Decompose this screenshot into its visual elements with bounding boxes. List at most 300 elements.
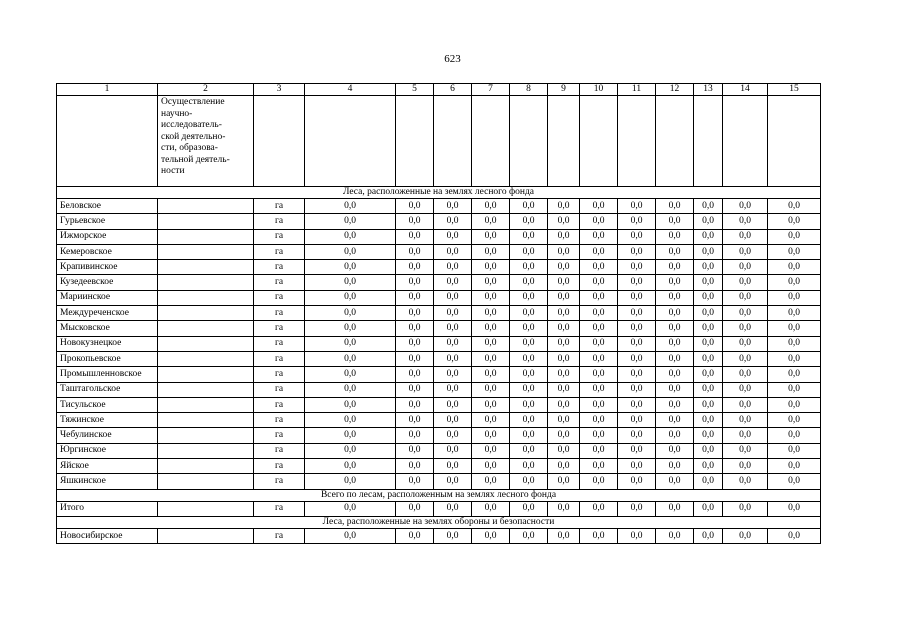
value-cell: 0,0 <box>580 306 618 321</box>
activity-type-header <box>158 96 254 187</box>
value-cell: 0,0 <box>656 397 694 412</box>
table-row <box>57 229 821 244</box>
value-cell: 0,0 <box>396 321 434 336</box>
value-cell: 0,0 <box>694 397 723 412</box>
value-cell: 0,0 <box>510 275 548 290</box>
value-cell: 0,0 <box>510 290 548 305</box>
value-cell: 0,0 <box>472 336 510 351</box>
value-cell: 0,0 <box>510 382 548 397</box>
value-cell: 0,0 <box>548 214 580 229</box>
table-row <box>57 501 821 516</box>
unit-cell: га <box>254 290 305 305</box>
section-title-row <box>57 489 821 501</box>
value-cell: 0,0 <box>723 428 768 443</box>
unit-cell: га <box>254 275 305 290</box>
value-cell: 0,0 <box>472 528 510 543</box>
value-cell: 0,0 <box>768 351 821 366</box>
value-cell: 0,0 <box>694 336 723 351</box>
value-cell: 0,0 <box>723 367 768 382</box>
activity-cell <box>158 443 254 458</box>
value-cell: 0,0 <box>618 290 656 305</box>
forestry-name: Тисульское <box>57 397 158 412</box>
value-cell: 0,0 <box>618 214 656 229</box>
value-cell: 0,0 <box>510 428 548 443</box>
value-cell: 0,0 <box>396 351 434 366</box>
activity-cell <box>158 528 254 543</box>
unit-cell: га <box>254 397 305 412</box>
header-cell <box>305 96 396 187</box>
value-cell: 0,0 <box>723 199 768 214</box>
value-cell: 0,0 <box>768 397 821 412</box>
section-title: Всего по лесам, расположенным на землях лесного фонда <box>57 489 821 501</box>
activity-cell <box>158 275 254 290</box>
value-cell: 0,0 <box>510 443 548 458</box>
value-cell: 0,0 <box>694 260 723 275</box>
value-cell: 0,0 <box>723 275 768 290</box>
forest-area-table <box>56 83 821 544</box>
value-cell: 0,0 <box>580 351 618 366</box>
value-cell: 0,0 <box>656 244 694 259</box>
value-cell: 0,0 <box>434 199 472 214</box>
column-number: 1 <box>57 84 158 96</box>
forestry-name: Юргинское <box>57 443 158 458</box>
value-cell: 0,0 <box>510 336 548 351</box>
value-cell: 0,0 <box>472 290 510 305</box>
value-cell: 0,0 <box>656 336 694 351</box>
value-cell: 0,0 <box>472 501 510 516</box>
value-cell: 0,0 <box>305 244 396 259</box>
value-cell: 0,0 <box>472 199 510 214</box>
unit-cell: га <box>254 306 305 321</box>
value-cell: 0,0 <box>510 528 548 543</box>
value-cell: 0,0 <box>656 528 694 543</box>
header-cell <box>57 96 158 187</box>
value-cell: 0,0 <box>396 528 434 543</box>
value-cell: 0,0 <box>548 528 580 543</box>
value-cell: 0,0 <box>694 528 723 543</box>
value-cell: 0,0 <box>694 244 723 259</box>
value-cell: 0,0 <box>694 474 723 489</box>
value-cell: 0,0 <box>723 474 768 489</box>
page-number: 623 <box>444 53 461 65</box>
value-cell: 0,0 <box>396 199 434 214</box>
table-row <box>57 428 821 443</box>
value-cell: 0,0 <box>768 199 821 214</box>
unit-cell: га <box>254 229 305 244</box>
value-cell: 0,0 <box>305 306 396 321</box>
value-cell: 0,0 <box>768 321 821 336</box>
forestry-name: Междуреченское <box>57 306 158 321</box>
unit-cell: га <box>254 474 305 489</box>
value-cell: 0,0 <box>580 459 618 474</box>
value-cell: 0,0 <box>723 501 768 516</box>
activity-header-line: тельной деятель- <box>161 154 230 165</box>
value-cell: 0,0 <box>548 413 580 428</box>
value-cell: 0,0 <box>548 306 580 321</box>
value-cell: 0,0 <box>580 501 618 516</box>
value-cell: 0,0 <box>472 275 510 290</box>
value-cell: 0,0 <box>510 474 548 489</box>
activity-header-line: Осуществление <box>161 97 225 107</box>
value-cell: 0,0 <box>723 229 768 244</box>
value-cell: 0,0 <box>618 336 656 351</box>
value-cell: 0,0 <box>396 474 434 489</box>
value-cell: 0,0 <box>723 397 768 412</box>
value-cell: 0,0 <box>396 336 434 351</box>
forestry-name: Яйское <box>57 459 158 474</box>
value-cell: 0,0 <box>305 321 396 336</box>
value-cell: 0,0 <box>305 351 396 366</box>
unit-cell: га <box>254 428 305 443</box>
activity-cell <box>158 321 254 336</box>
value-cell: 0,0 <box>396 382 434 397</box>
table-row <box>57 306 821 321</box>
value-cell: 0,0 <box>434 336 472 351</box>
value-cell: 0,0 <box>510 367 548 382</box>
activity-cell <box>158 306 254 321</box>
value-cell: 0,0 <box>305 459 396 474</box>
table-row <box>57 336 821 351</box>
value-cell: 0,0 <box>723 382 768 397</box>
value-cell: 0,0 <box>472 413 510 428</box>
header-cell <box>472 96 510 187</box>
column-number: 7 <box>472 84 510 96</box>
value-cell: 0,0 <box>618 474 656 489</box>
value-cell: 0,0 <box>510 199 548 214</box>
value-cell: 0,0 <box>548 474 580 489</box>
value-cell: 0,0 <box>434 351 472 366</box>
column-number: 6 <box>434 84 472 96</box>
value-cell: 0,0 <box>618 351 656 366</box>
value-cell: 0,0 <box>768 244 821 259</box>
forestry-name: Кемеровское <box>57 244 158 259</box>
value-cell: 0,0 <box>510 397 548 412</box>
forestry-name: Промышленновское <box>57 367 158 382</box>
value-cell: 0,0 <box>618 459 656 474</box>
value-cell: 0,0 <box>580 260 618 275</box>
value-cell: 0,0 <box>694 229 723 244</box>
value-cell: 0,0 <box>434 413 472 428</box>
value-cell: 0,0 <box>723 260 768 275</box>
value-cell: 0,0 <box>768 336 821 351</box>
value-cell: 0,0 <box>618 260 656 275</box>
forestry-name: Мариинское <box>57 290 158 305</box>
table-row <box>57 459 821 474</box>
forestry-name: Прокопьевское <box>57 351 158 366</box>
value-cell: 0,0 <box>694 459 723 474</box>
unit-cell: га <box>254 443 305 458</box>
value-cell: 0,0 <box>396 459 434 474</box>
value-cell: 0,0 <box>768 413 821 428</box>
value-cell: 0,0 <box>548 351 580 366</box>
value-cell: 0,0 <box>618 397 656 412</box>
value-cell: 0,0 <box>694 351 723 366</box>
table-row <box>57 367 821 382</box>
value-cell: 0,0 <box>768 443 821 458</box>
value-cell: 0,0 <box>434 290 472 305</box>
header-cell <box>434 96 472 187</box>
value-cell: 0,0 <box>580 474 618 489</box>
activity-cell <box>158 351 254 366</box>
table-row <box>57 199 821 214</box>
value-cell: 0,0 <box>434 428 472 443</box>
activity-cell <box>158 260 254 275</box>
unit-cell: га <box>254 199 305 214</box>
value-cell: 0,0 <box>656 428 694 443</box>
value-cell: 0,0 <box>305 275 396 290</box>
unit-cell: га <box>254 244 305 259</box>
unit-cell: га <box>254 351 305 366</box>
value-cell: 0,0 <box>548 382 580 397</box>
forestry-name: Крапивинское <box>57 260 158 275</box>
value-cell: 0,0 <box>472 367 510 382</box>
activity-cell <box>158 382 254 397</box>
value-cell: 0,0 <box>694 428 723 443</box>
value-cell: 0,0 <box>548 229 580 244</box>
value-cell: 0,0 <box>656 367 694 382</box>
table-row <box>57 351 821 366</box>
value-cell: 0,0 <box>580 367 618 382</box>
value-cell: 0,0 <box>656 214 694 229</box>
unit-cell: га <box>254 367 305 382</box>
column-number: 4 <box>305 84 396 96</box>
value-cell: 0,0 <box>656 443 694 458</box>
value-cell: 0,0 <box>548 275 580 290</box>
column-number: 10 <box>580 84 618 96</box>
value-cell: 0,0 <box>305 474 396 489</box>
value-cell: 0,0 <box>694 413 723 428</box>
value-cell: 0,0 <box>723 528 768 543</box>
column-number: 3 <box>254 84 305 96</box>
value-cell: 0,0 <box>396 501 434 516</box>
value-cell: 0,0 <box>768 214 821 229</box>
value-cell: 0,0 <box>396 214 434 229</box>
activity-header-line: ности <box>161 166 185 176</box>
column-number: 8 <box>510 84 548 96</box>
column-number: 11 <box>618 84 656 96</box>
activity-cell <box>158 428 254 443</box>
column-number: 12 <box>656 84 694 96</box>
value-cell: 0,0 <box>656 290 694 305</box>
forestry-name: Новокузнецкое <box>57 336 158 351</box>
value-cell: 0,0 <box>305 229 396 244</box>
value-cell: 0,0 <box>768 260 821 275</box>
forestry-name: Итого <box>57 501 158 516</box>
value-cell: 0,0 <box>548 336 580 351</box>
value-cell: 0,0 <box>768 474 821 489</box>
unit-cell: га <box>254 260 305 275</box>
value-cell: 0,0 <box>723 244 768 259</box>
value-cell: 0,0 <box>618 428 656 443</box>
forestry-name: Тяжинское <box>57 413 158 428</box>
value-cell: 0,0 <box>510 459 548 474</box>
value-cell: 0,0 <box>434 474 472 489</box>
value-cell: 0,0 <box>548 260 580 275</box>
value-cell: 0,0 <box>580 229 618 244</box>
value-cell: 0,0 <box>305 336 396 351</box>
value-cell: 0,0 <box>723 290 768 305</box>
value-cell: 0,0 <box>305 413 396 428</box>
header-cell <box>396 96 434 187</box>
value-cell: 0,0 <box>618 306 656 321</box>
forestry-name: Мысковское <box>57 321 158 336</box>
value-cell: 0,0 <box>472 214 510 229</box>
value-cell: 0,0 <box>580 214 618 229</box>
table-row <box>57 443 821 458</box>
value-cell: 0,0 <box>768 275 821 290</box>
column-number: 9 <box>548 84 580 96</box>
value-cell: 0,0 <box>305 428 396 443</box>
value-cell: 0,0 <box>548 443 580 458</box>
forestry-name: Кузедеевское <box>57 275 158 290</box>
value-cell: 0,0 <box>510 501 548 516</box>
forestry-name: Новосибирское <box>57 528 158 543</box>
value-cell: 0,0 <box>510 214 548 229</box>
value-cell: 0,0 <box>510 351 548 366</box>
activity-cell <box>158 501 254 516</box>
value-cell: 0,0 <box>548 397 580 412</box>
value-cell: 0,0 <box>396 413 434 428</box>
value-cell: 0,0 <box>472 397 510 412</box>
column-number: 5 <box>396 84 434 96</box>
value-cell: 0,0 <box>305 397 396 412</box>
forestry-name: Гурьевское <box>57 214 158 229</box>
value-cell: 0,0 <box>396 244 434 259</box>
table-row <box>57 321 821 336</box>
value-cell: 0,0 <box>305 528 396 543</box>
value-cell: 0,0 <box>694 443 723 458</box>
value-cell: 0,0 <box>548 367 580 382</box>
table-row <box>57 382 821 397</box>
value-cell: 0,0 <box>723 336 768 351</box>
value-cell: 0,0 <box>656 382 694 397</box>
value-cell: 0,0 <box>656 459 694 474</box>
value-cell: 0,0 <box>305 367 396 382</box>
value-cell: 0,0 <box>548 244 580 259</box>
section-title: Леса, расположенные на землях обороны и безопасности <box>57 516 821 528</box>
value-cell: 0,0 <box>434 260 472 275</box>
unit-cell: га <box>254 501 305 516</box>
header-cell <box>723 96 768 187</box>
header-cell <box>768 96 821 187</box>
value-cell: 0,0 <box>305 214 396 229</box>
activity-cell <box>158 214 254 229</box>
value-cell: 0,0 <box>656 229 694 244</box>
value-cell: 0,0 <box>618 199 656 214</box>
table-row <box>57 397 821 412</box>
table-row <box>57 528 821 543</box>
value-cell: 0,0 <box>472 321 510 336</box>
table-row <box>57 413 821 428</box>
column-number: 14 <box>723 84 768 96</box>
value-cell: 0,0 <box>472 351 510 366</box>
activity-cell <box>158 367 254 382</box>
value-cell: 0,0 <box>548 321 580 336</box>
unit-cell: га <box>254 321 305 336</box>
forestry-name: Яшкинское <box>57 474 158 489</box>
value-cell: 0,0 <box>580 275 618 290</box>
value-cell: 0,0 <box>472 260 510 275</box>
value-cell: 0,0 <box>580 428 618 443</box>
activity-cell <box>158 199 254 214</box>
value-cell: 0,0 <box>305 501 396 516</box>
value-cell: 0,0 <box>656 413 694 428</box>
value-cell: 0,0 <box>580 336 618 351</box>
value-cell: 0,0 <box>580 199 618 214</box>
value-cell: 0,0 <box>656 501 694 516</box>
value-cell: 0,0 <box>396 290 434 305</box>
value-cell: 0,0 <box>396 229 434 244</box>
value-cell: 0,0 <box>656 351 694 366</box>
forestry-name: Ижморское <box>57 229 158 244</box>
activity-cell <box>158 397 254 412</box>
value-cell: 0,0 <box>396 428 434 443</box>
value-cell: 0,0 <box>434 528 472 543</box>
value-cell: 0,0 <box>510 413 548 428</box>
value-cell: 0,0 <box>305 290 396 305</box>
forestry-name: Чебулинское <box>57 428 158 443</box>
value-cell: 0,0 <box>768 229 821 244</box>
value-cell: 0,0 <box>656 275 694 290</box>
table-row <box>57 474 821 489</box>
unit-cell: га <box>254 528 305 543</box>
value-cell: 0,0 <box>618 501 656 516</box>
value-cell: 0,0 <box>305 382 396 397</box>
value-cell: 0,0 <box>510 260 548 275</box>
section-title-row <box>57 516 821 528</box>
value-cell: 0,0 <box>694 501 723 516</box>
value-cell: 0,0 <box>656 306 694 321</box>
value-cell: 0,0 <box>396 367 434 382</box>
header-row <box>57 96 821 187</box>
value-cell: 0,0 <box>694 199 723 214</box>
value-cell: 0,0 <box>434 275 472 290</box>
activity-header-line: ской деятельно- <box>161 131 226 142</box>
value-cell: 0,0 <box>396 397 434 412</box>
header-cell <box>510 96 548 187</box>
value-cell: 0,0 <box>434 214 472 229</box>
table-row <box>57 244 821 259</box>
value-cell: 0,0 <box>434 229 472 244</box>
activity-header-line: сти, образова- <box>161 143 218 153</box>
value-cell: 0,0 <box>618 382 656 397</box>
value-cell: 0,0 <box>434 443 472 458</box>
value-cell: 0,0 <box>723 459 768 474</box>
value-cell: 0,0 <box>305 443 396 458</box>
value-cell: 0,0 <box>510 306 548 321</box>
value-cell: 0,0 <box>656 199 694 214</box>
value-cell: 0,0 <box>434 244 472 259</box>
activity-cell <box>158 244 254 259</box>
value-cell: 0,0 <box>580 443 618 458</box>
value-cell: 0,0 <box>694 214 723 229</box>
value-cell: 0,0 <box>472 474 510 489</box>
unit-cell: га <box>254 413 305 428</box>
value-cell: 0,0 <box>694 321 723 336</box>
value-cell: 0,0 <box>768 428 821 443</box>
activity-cell <box>158 229 254 244</box>
value-cell: 0,0 <box>580 413 618 428</box>
value-cell: 0,0 <box>472 382 510 397</box>
value-cell: 0,0 <box>472 229 510 244</box>
value-cell: 0,0 <box>723 351 768 366</box>
value-cell: 0,0 <box>618 443 656 458</box>
forestry-name: Беловское <box>57 199 158 214</box>
value-cell: 0,0 <box>768 306 821 321</box>
value-cell: 0,0 <box>510 321 548 336</box>
activity-cell <box>158 459 254 474</box>
value-cell: 0,0 <box>510 244 548 259</box>
